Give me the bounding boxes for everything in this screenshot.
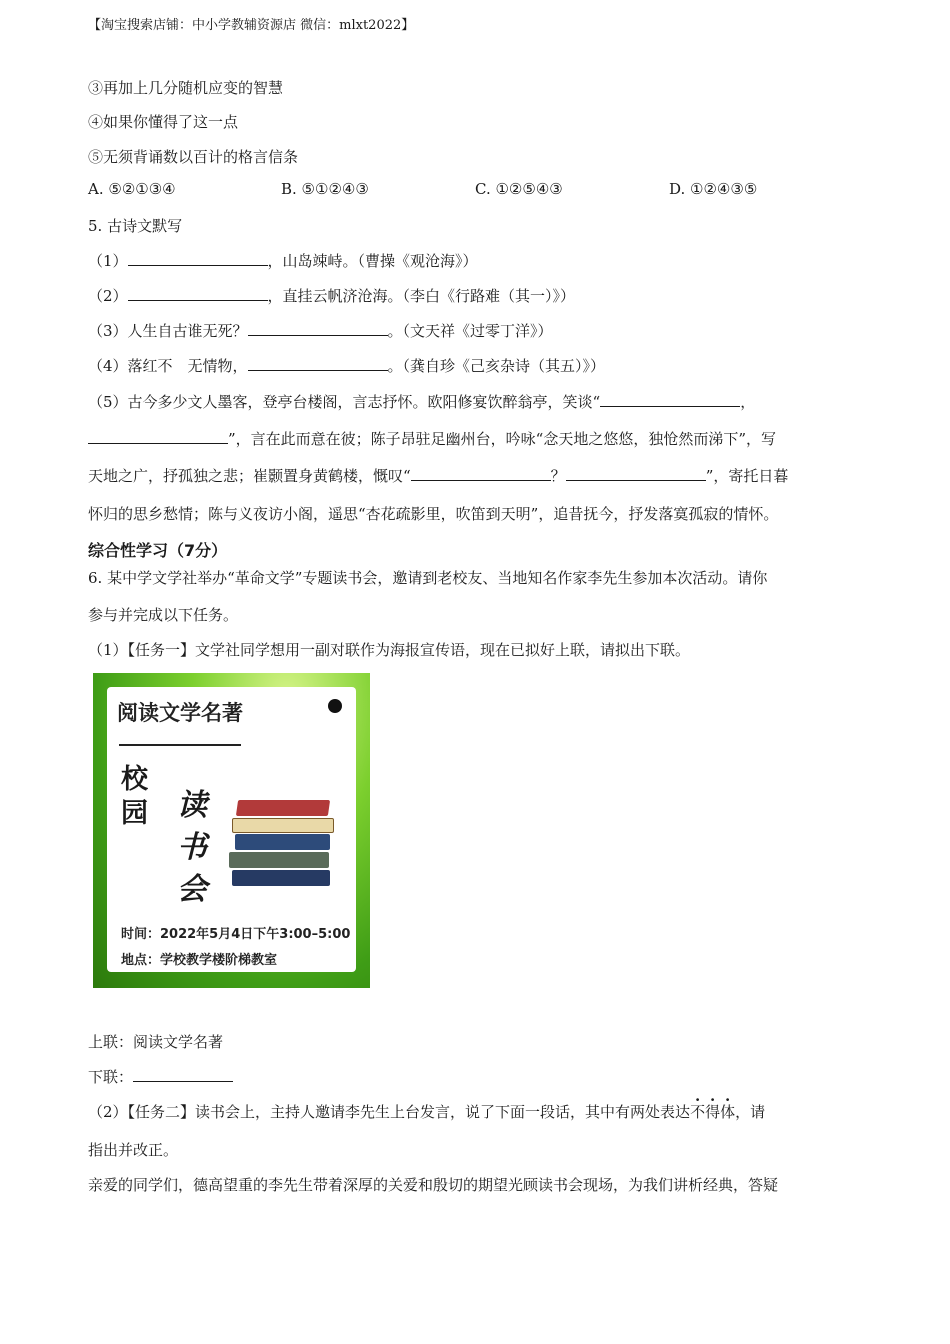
q5-item-5-line-4: 怀归的思乡愁情；陈与义夜访小阁，遥思“杏花疏影里，吹笛到天明”，追昔抚今，抒发落寞孤寂的情怀。 [88, 505, 779, 523]
emphasis-char: 得 [705, 1103, 721, 1121]
option-a: A. ⑤②①③④ [88, 180, 176, 198]
sentence-4: ④如果你懂得了这一点 [88, 113, 239, 131]
couplet-lower-label: 下联： [88, 1068, 134, 1086]
q5-3-pre: （3）人生自古谁无死？ [88, 322, 248, 340]
poster-rule [119, 744, 241, 746]
option-c: C. ①②⑤④③ [475, 180, 563, 198]
q5-item-5-line-1 [88, 391, 755, 412]
q6-task-2 [88, 1101, 765, 1122]
reading-club-poster [93, 673, 370, 988]
answer-blank[interactable] [248, 356, 388, 371]
q5-5-comma: ， [740, 393, 756, 411]
q5-5-text-a: （5）古今多少文人墨客，登亭台楼阁，言志抒怀。欧阳修宴饮醉翁亭，笑谈“ [88, 393, 601, 411]
poster-left-chars: 校园 [121, 764, 148, 829]
answer-blank[interactable] [133, 1067, 233, 1082]
poster-time: 时间：2022年5月4日下午3:00–5:00 [121, 927, 351, 942]
q5-item-1 [88, 250, 478, 271]
answer-blank[interactable] [411, 466, 551, 481]
sentence-3: ③再加上几分随机应变的智慧 [88, 79, 284, 97]
poster-card [107, 687, 356, 972]
answer-blank[interactable] [600, 392, 740, 407]
q5-item-5-line-2 [88, 428, 776, 449]
emphasis-char: 不 [690, 1103, 706, 1121]
q5-item-4 [88, 355, 605, 376]
q5-4-pre: （4）落红不 无情物， [88, 357, 248, 375]
q5-1-post: ，山岛竦峙。（曹操《观沧海》） [267, 252, 478, 270]
speech-text: 亲爱的同学们，德高望重的李先生带着深厚的关爱和殷切的期望光顾读书会现场，为我们讲析经典，答疑 [88, 1176, 779, 1194]
poster-place: 地点：学校教学楼阶梯教室 [121, 953, 278, 968]
q5-item-2 [88, 285, 575, 306]
poster-right-chars: 读书会 [177, 788, 207, 907]
task2-text-end: ，请 [735, 1103, 766, 1121]
page-header: 【淘宝搜索店铺：中小学教辅资源店 微信：mlxt2022】 [88, 18, 415, 33]
q5-item-5-line-3 [88, 465, 788, 486]
question-5-title: 5. 古诗文默写 [88, 217, 183, 235]
poster-dot [328, 699, 342, 713]
q5-5-text-c-pre: 天地之广，抒孤独之悲；崔颢置身黄鹤楼，慨叹“ [88, 467, 411, 485]
q5-3-post: 。（文天祥《过零丁洋》） [387, 322, 553, 340]
section-heading: 综合性学习（7分） [88, 541, 228, 560]
q5-5-text-c-post: ”，寄托日暮 [705, 467, 789, 485]
answer-blank[interactable] [88, 429, 228, 444]
answer-blank[interactable] [128, 286, 268, 301]
answer-blank[interactable] [248, 321, 388, 336]
emphasis-char: 体 [720, 1103, 736, 1121]
q5-5-text-b: ”，言在此而意在彼；陈子昂驻足幽州台，吟咏“念天地之悠悠，独怆然而涕下”，写 [228, 430, 777, 448]
q6-task-2-line-2: 指出并改正。 [88, 1141, 179, 1159]
sentence-5: ⑤无须背诵数以百计的格言信条 [88, 148, 299, 166]
q6-intro-line-2: 参与并完成以下任务。 [88, 606, 239, 624]
couplet-lower [88, 1066, 233, 1087]
q5-2-post: ，直挂云帆济沧海。（李白《行路难（其一）》） [267, 287, 576, 305]
option-b: B. ⑤①②④③ [281, 180, 369, 198]
answer-blank[interactable] [128, 251, 268, 266]
q5-5-text-c-mid: ？ [550, 467, 566, 485]
answer-blank[interactable] [566, 466, 706, 481]
couplet-upper: 上联：阅读文学名著 [88, 1033, 224, 1051]
option-d: D. ①②④③⑤ [669, 180, 758, 198]
poster-title: 阅读文学名著 [117, 701, 243, 725]
q5-item-3 [88, 320, 553, 341]
task2-text: （2）【任务二】读书会上，主持人邀请李先生上台发言，说了下面一段话，其中有两处表达 [88, 1103, 691, 1121]
q6-task-1: （1）【任务一】文学社同学想用一副对联作为海报宣传语，现在已拟好上联，请拟出下联。 [88, 641, 691, 659]
q5-4-post: 。（龚自珍《己亥杂诗（其五）》） [387, 357, 606, 375]
q5-2-pre: （2） [88, 287, 128, 305]
q6-intro-line-1: 6. 某中学文学社举办“革命文学”专题读书会，邀请到老校友、当地知名作家李先生参加本次活动。请你 [88, 569, 768, 587]
q5-1-pre: （1） [88, 252, 128, 270]
